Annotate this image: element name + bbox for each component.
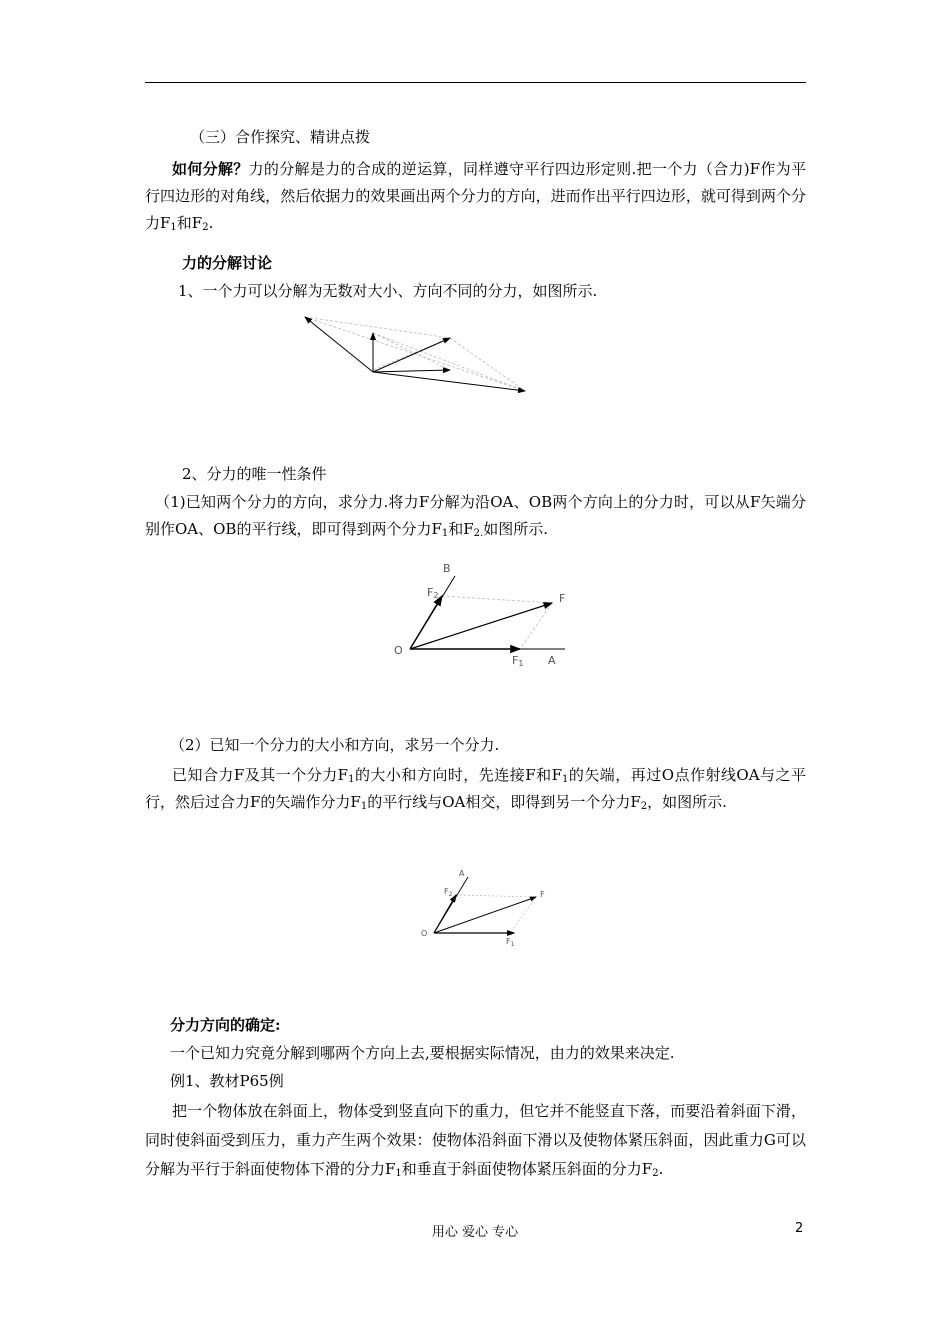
bold-lead: 如何分解？ — [172, 160, 249, 178]
paragraph-incline: 把一个物体放在斜面上，物体受到竖直向下的重力，但它并不能竖直下落，而要沿着斜面下滑，同时使斜面受到压力，重力产生两个效果：使物体沿斜面下滑以及使物体紧压斜面，因此重力G可以分解为平行于斜面使物体下滑的分力$F_1$和垂直于斜面使物体紧压斜面的分力$F_2$. — [145, 1102, 806, 1179]
figure-one-component — [418, 865, 558, 950]
paragraph-direction: 一个已知力究竟分解到哪两个方向上去,要根据实际情况，由力的效果来决定. — [170, 1044, 675, 1062]
label-f1: F1 — [512, 654, 524, 668]
heading-discussion: 力的分解讨论 — [182, 254, 273, 272]
footer-text: 用心 爱心 专心 — [431, 1225, 519, 1240]
paragraph-how-to-decompose: 如何分解？力的分解是力的合成的逆运算，同样遵守平行四边形定则.把一个力（合力)F作为平行四边形的对角线，然后依据力的效果画出两个分力的方向，进而作出平行四边形，就可得到两个分力$F_1$和$F_2$. — [145, 160, 806, 233]
figure-two-directions — [385, 558, 585, 673]
arrow-f2 — [434, 895, 456, 933]
paragraph-known-directions: （1)已知两个分力的方向，求分力.将力F分解为沿OA、OB两个方向上的分力时，可以从F矢端分别作OA、OB的平行线，即可得到两个分力$F_1$和$F_{2.}$如图所示. — [145, 493, 806, 539]
label-o: O — [421, 929, 428, 938]
label-o: O — [394, 644, 403, 657]
item-2: 2、分力的唯一性条件 — [182, 465, 327, 483]
heading-direction: 分力方向的确定: — [170, 1016, 281, 1034]
label-f2: $F_2$ — [444, 887, 453, 898]
paragraph-known-one-component: （2）已知一个分力的大小和方向，求另一个分力. — [170, 736, 500, 754]
header-rule — [145, 82, 806, 83]
item-1: 1、一个力可以分解为无数对大小、方向不同的分力，如图所示. — [178, 282, 598, 300]
paragraph-method: 已知合力F及其一个分力$F_1$的大小和方向时，先连接F和$F_1$的矢端，再过O点作射线OA与之平行，然后过合力F的矢端作分力$F_1$的平行线与OA相交，即得到另一个分力$F_2$，如图所示. — [145, 766, 806, 812]
arrow-f — [434, 897, 536, 933]
example-1: 例1、教材P65例 — [170, 1072, 284, 1090]
label-a: A — [459, 869, 465, 878]
arrow-f — [410, 603, 552, 649]
section-heading: （三）合作探究、精讲点拨 — [190, 128, 371, 146]
figure-infinite-decompositions — [295, 305, 535, 400]
label-a: A — [548, 654, 556, 667]
resultant-arrow — [373, 372, 525, 391]
arrow-f2 — [410, 596, 442, 649]
label-b: B — [443, 562, 451, 575]
label-f: F — [559, 592, 566, 605]
label-f: F — [540, 890, 545, 899]
label-f1: $F_1$ — [506, 937, 515, 948]
label-f2: F2 — [427, 586, 439, 600]
page-number: 2 — [795, 1221, 804, 1236]
